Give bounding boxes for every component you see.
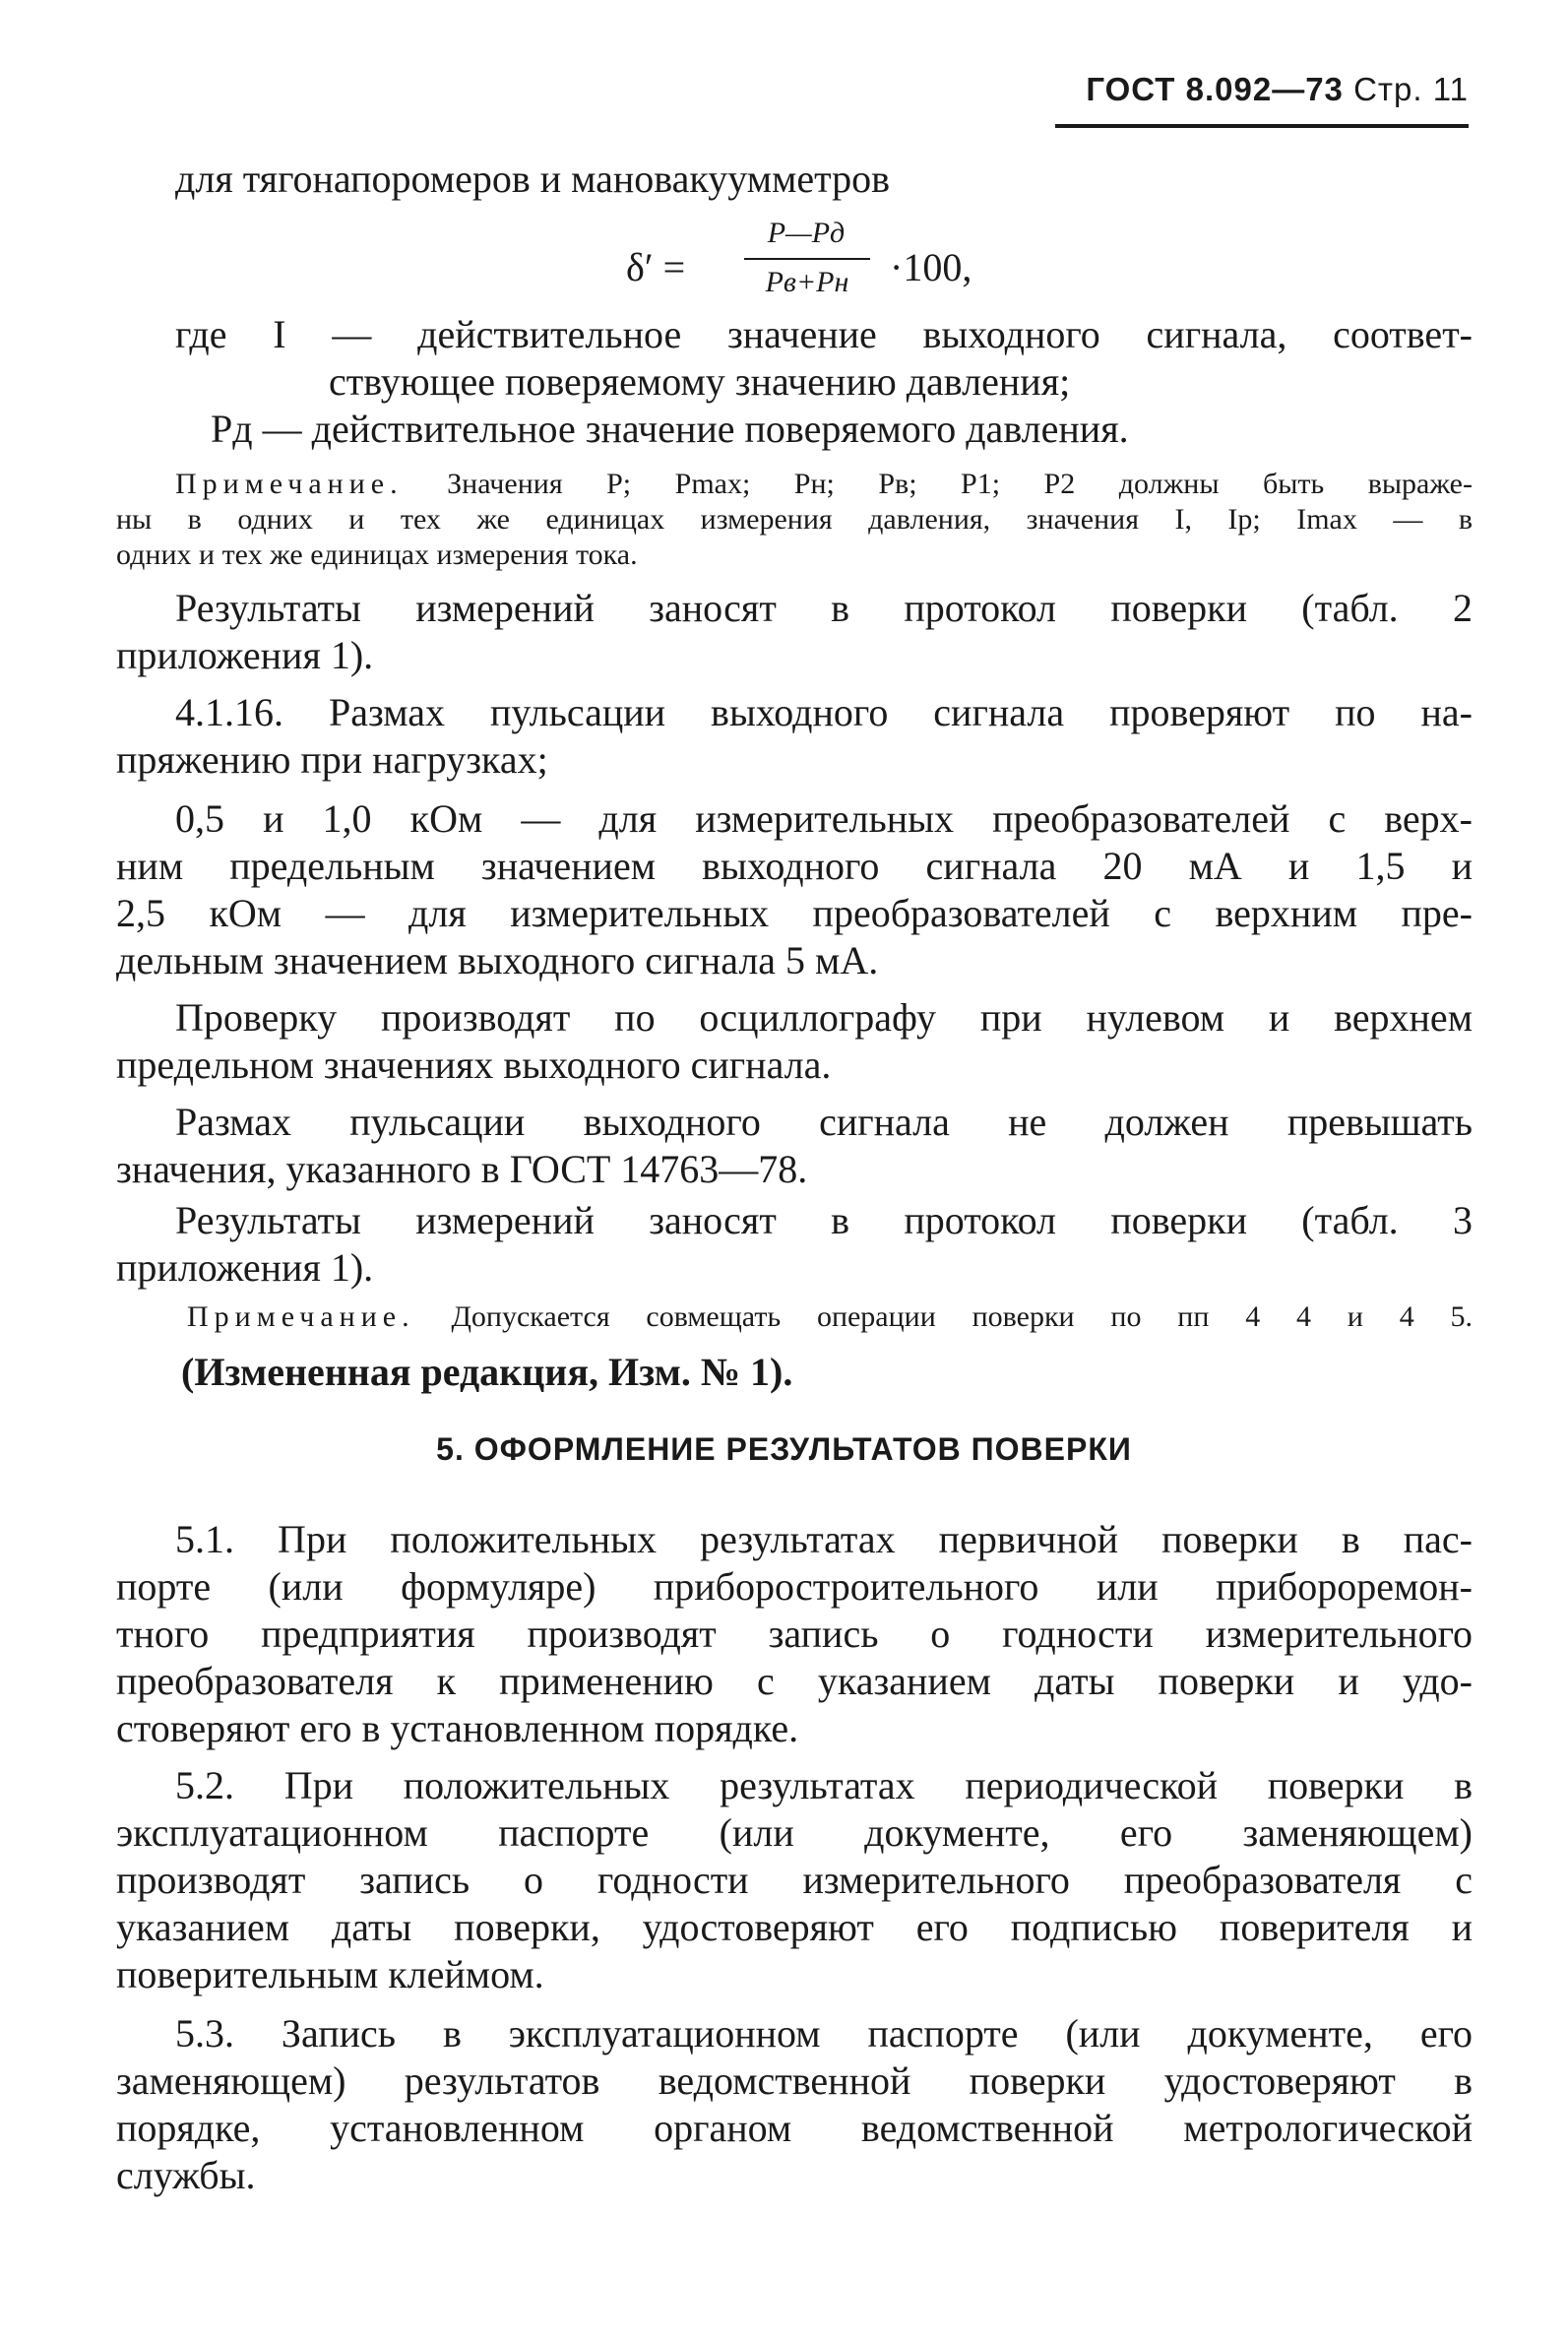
note1-line-3: одних и тех же единицах измерения тока. [116,538,638,571]
para-4-1-16-line-1: 4.1.16. Размах пульсации выходного сигнала проверяют по на- [175,690,1473,734]
note2-line [187,1299,1473,1335]
para-5-2-line-4: указанием даты поверки, удостоверяют его подписью поверителя и [116,1905,1473,1949]
ripple-line-2: значения, указанного в ГОСТ 14763—78. [116,1147,808,1191]
formula-lhs: δ′ = [626,245,686,289]
note1-line-1 [175,467,1473,502]
note2-text: Допускается совмещать операции поверки по пп 4 4 и 4 5. [451,1300,1474,1333]
para-5-1-line-1: 5.1. При положительных результатах первичной поверки в пас- [175,1517,1473,1561]
page-header [1055,71,1469,128]
para-4-1-16-line-2: пряжению при нагрузках; [116,737,548,782]
page-number: Стр. 11 [1353,71,1469,107]
intro-line: для тягонапоромеров и мановакуумметров [175,157,890,201]
formula [626,217,980,315]
fraction-bar [744,258,870,260]
where-line-1: где I — действительное значение выходного сигнала, соответ- [175,312,1473,356]
formula-denominator: Pв+Pн [765,266,849,298]
para-5-2-line-2: эксплуатационном паспорте (или документе, его заменяющем) [116,1810,1473,1855]
where-line-3: Pд — действительное значение поверяемого давления. [211,407,1129,451]
para-5-3-line-2: заменяющем) результатов ведомственной поверки удостоверяют в [116,2058,1473,2103]
loads-line-4: дельным значением выходного сигнала 5 мА. [116,938,879,982]
note2-label: Примечание. [187,1300,415,1333]
para-5-1-line-3: тного предприятия производят запись о годности измерительного [116,1612,1473,1656]
results2-line-2: приложения 1). [116,1245,374,1290]
note1-text: Значения P; Pmax; Pн; Pв; P1; P2 должны быть выраже- [447,468,1473,500]
formula-numerator: P—Pд [767,217,846,249]
ripple-line-1: Размах пульсации выходного сигнала не должен превышать [175,1100,1473,1144]
results1-line-1: Результаты измерений заносят в протокол поверки (табл. 2 [175,586,1473,630]
check-line-2: предельном значениях выходного сигнала. [116,1043,832,1087]
para-5-3-line-3: порядке, установленном органом ведомственной метрологической [116,2106,1473,2150]
para-5-2-line-3: производят запись о годности измерительного преобразователя с [116,1858,1473,1902]
header-rule [1055,124,1469,128]
para-5-3-line-4: службы. [116,2153,256,2197]
para-5-1-line-5: стоверяют его в установленном порядке. [116,1706,799,1750]
check-line-1: Проверку производят по осциллографу при нулевом и верхнем [175,995,1473,1040]
amendment-note: (Измененная редакция, Изм. № 1). [181,1350,793,1394]
doc-code: ГОСТ 8.092—73 [1086,71,1344,107]
para-5-2-line-5: поверительным клеймом. [116,1952,544,1996]
note1-label: Примечание. [175,468,404,500]
formula-rhs: ·100, [890,245,972,289]
para-5-3-line-1: 5.3. Запись в эксплуатационном паспорте (или документе, его [175,2011,1473,2056]
section5-heading: 5. ОФОРМЛЕНИЕ РЕЗУЛЬТАТОВ ПОВЕРКИ [436,1431,1132,1467]
para-5-2-line-1: 5.2. При положительных результатах периодической поверки в [175,1763,1473,1807]
loads-line-2: ним предельным значением выходного сигнала 20 мА и 1,5 и [116,844,1473,888]
para-5-1-line-2: порте (или формуляре) приборостроительного или прибороремон- [116,1564,1473,1609]
note1-line-2: ны в одних и тех же единицах измерения давления, значения I, Iр; Imax — в [116,503,1473,536]
loads-line-1: 0,5 и 1,0 кОм — для измерительных преобразователей с верх- [175,796,1473,841]
loads-line-3: 2,5 кОм — для измерительных преобразователей с верхним пре- [116,891,1473,935]
para-5-1-line-4: преобразователя к применению с указанием даты поверки и удо- [116,1659,1473,1703]
results2-line-1: Результаты измерений заносят в протокол поверки (табл. 3 [175,1198,1473,1242]
where-line-2: ствующее поверяемому значению давления; [329,359,1071,404]
results1-line-2: приложения 1). [116,633,374,677]
